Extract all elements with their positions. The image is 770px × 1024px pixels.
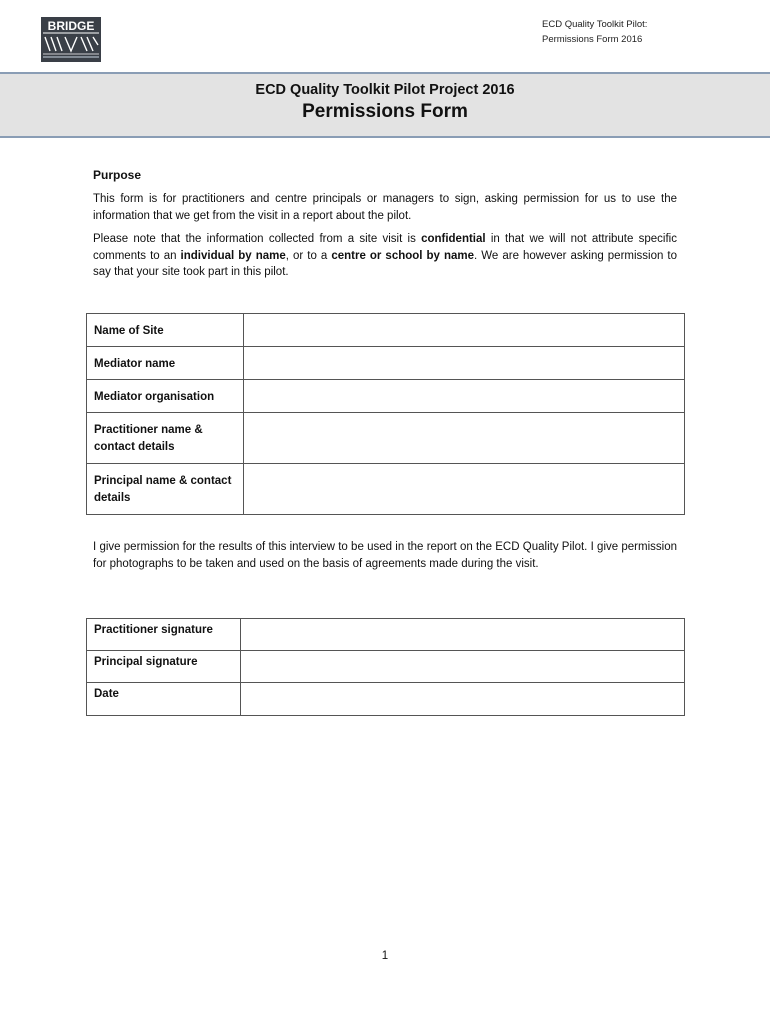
mediator-organisation-label: Mediator organisation [87,380,244,413]
para2-bold-confidential: confidential [421,233,486,245]
para2-bold-centre: centre or school by name [331,249,475,262]
banner-title: ECD Quality Toolkit Pilot Project 2016 [255,82,515,98]
title-banner [0,72,770,138]
header-note-line2: Permissions Form 2016 [542,33,643,45]
para2-text-4: . We are however asking permission to say that your site took part in this pilot. [93,249,678,278]
principal-signature-label: Principal signature [87,651,241,683]
logo-text: BRIDGE [47,19,95,33]
practitioner-signature-field[interactable] [240,619,684,651]
principal-details-label: Principal name & contact details [87,464,244,515]
purpose-heading: Purpose [93,168,142,182]
date-field[interactable] [240,683,684,716]
table-row [87,683,685,716]
date-label: Date [87,683,241,716]
bridge-logo [41,17,101,62]
principal-details-field[interactable] [243,464,684,515]
banner-subtitle: Permissions Form [302,101,468,122]
para2-text-2: in that we will not attribute specific comments to an [93,233,677,262]
site-name-label: Name of Site [87,314,244,347]
table-row [87,619,685,651]
header-note [542,18,647,47]
para2-text-1: Please note that the information collected from a site visit is [93,233,422,245]
site-details-table [86,313,685,515]
practitioner-signature-label: Practitioner signature [87,619,241,651]
table-row [87,380,685,413]
practitioner-details-field[interactable] [243,413,684,464]
mediator-name-label: Mediator name [87,347,244,380]
mediator-name-field[interactable] [243,347,684,380]
header-note-line1: ECD Quality Toolkit Pilot: [542,19,648,30]
consent-text: I give permission for the results of this interview to be used in the report on the ECD Quality Pilot. I give permission for photographs to be taken and used on the basis of agreements made during the visit. [93,541,677,570]
principal-signature-field[interactable] [240,651,684,683]
para2-text-3: , or to a [285,249,332,262]
table-row [87,651,685,683]
page-number: 1 [381,950,389,962]
site-name-field[interactable] [243,314,684,347]
table-row [87,413,685,464]
purpose-paragraph-2 [93,231,677,281]
table-row [87,464,685,515]
para2-bold-individual: individual by name [180,249,286,262]
table-row [87,314,685,347]
table-row [87,347,685,380]
purpose-paragraph-1: This form is for practitioners and centre principals or managers to sign, asking permission for us to use the information that we get from the visit in a report about the pilot. [93,193,677,222]
signature-table [86,618,685,716]
practitioner-details-label: Practitioner name & contact details [87,413,244,464]
mediator-organisation-field[interactable] [243,380,684,413]
